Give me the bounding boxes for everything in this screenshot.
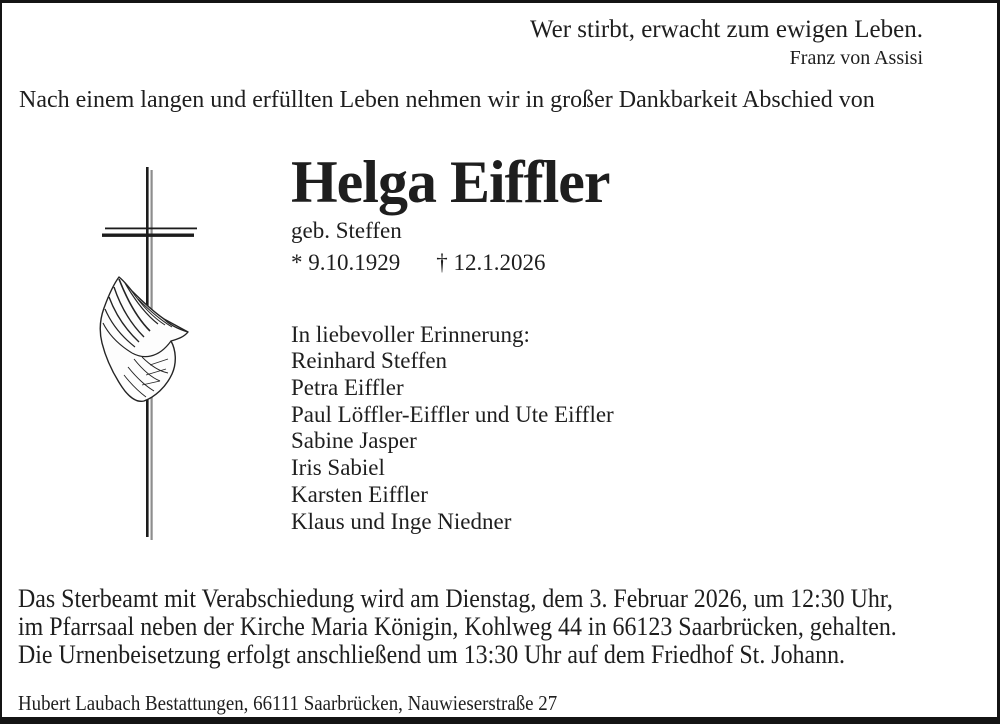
death-date: † 12.1.2026 bbox=[436, 250, 546, 275]
mourner-name: Petra Eiffler bbox=[291, 374, 404, 400]
memorial-heading: In liebevoller Erinnerung: bbox=[291, 322, 530, 347]
quote-attribution: Franz von Assisi bbox=[789, 47, 923, 69]
quote-text: Wer stirbt, erwacht zum ewigen Leben. bbox=[530, 16, 923, 43]
birth-name: geb. Steffen bbox=[291, 218, 402, 243]
mourner-name: Paul Löffler-Eiffler und Ute Eiffler bbox=[291, 401, 614, 427]
mourner-name: Klaus und Inge Niedner bbox=[291, 508, 512, 534]
service-info bbox=[18, 585, 973, 668]
praying-hands-icon bbox=[100, 277, 188, 401]
service-line: Das Sterbeamt mit Verabschiedung wird am Dienstag, dem 3. Februar 2026, um 12:30 Uhr, bbox=[18, 584, 893, 613]
intro-line: Nach einem langen und erfüllten Leben nehmen wir in großer Dankbarkeit Abschied von bbox=[19, 87, 875, 113]
main-column bbox=[291, 149, 614, 536]
service-line: Die Urnenbeisetzung erfolgt anschließend um 13:30 Uhr auf dem Friedhof St. Johann. bbox=[18, 639, 846, 669]
memorial-artwork bbox=[90, 161, 210, 543]
mourner-name: Karsten Eiffler bbox=[291, 481, 428, 507]
service-line: im Pfarrsaal neben der Kirche Maria Königin, Kohlweg 44 in 66123 Saarbrücken, gehalten. bbox=[18, 611, 897, 641]
birth-date: * 9.10.1929 bbox=[291, 250, 401, 275]
funeral-home-line: Hubert Laubach Bestattungen, 66111 Saarbrücken, Nauwieserstraße 27 bbox=[18, 691, 558, 715]
mourner-name: Reinhard Steffen bbox=[291, 348, 448, 373]
mourner-name: Sabine Jasper bbox=[291, 428, 417, 454]
mourner-name: Iris Sabiel bbox=[291, 455, 385, 481]
quote-block bbox=[530, 14, 923, 71]
deceased-name: Helga Eiffler bbox=[291, 149, 610, 215]
life-dates bbox=[291, 250, 614, 276]
